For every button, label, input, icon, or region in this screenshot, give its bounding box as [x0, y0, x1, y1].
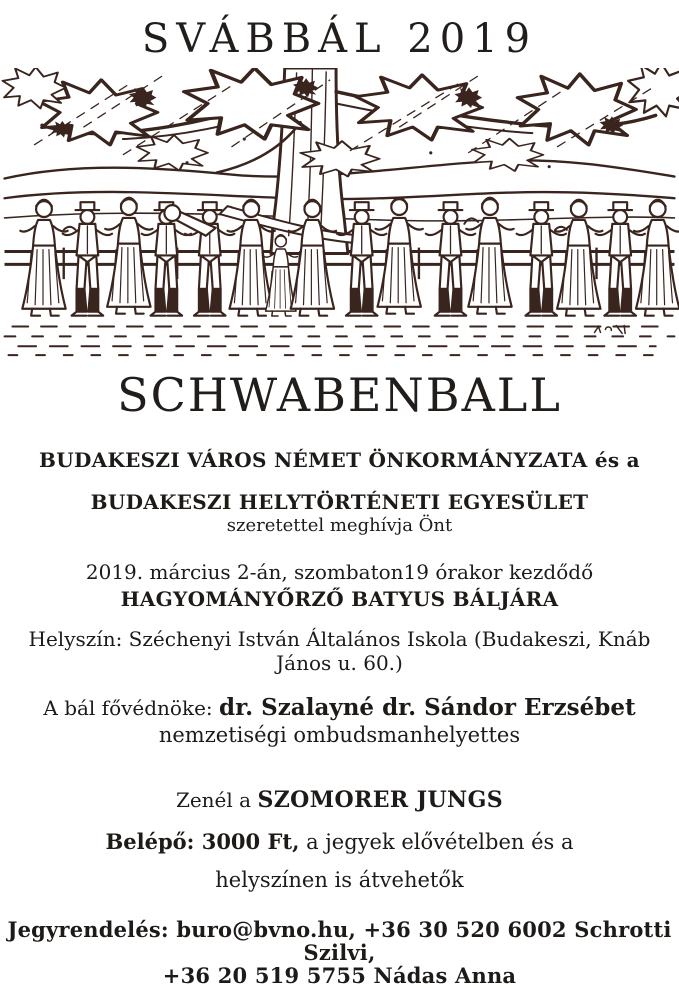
invitation-line: szeretettel meghívja Önt — [226, 515, 453, 536]
ordering-info — [0, 918, 679, 987]
band-name: SZOMORER JUNGS — [257, 787, 504, 813]
event-location: Helyszín: Széchenyi István Általános Iskola (Budakeszi, Knáb János u. 60.) — [28, 627, 651, 675]
poster-title: SVÁBBÁL 2019 — [141, 16, 538, 62]
folk-dance-drawing — [0, 68, 679, 364]
event-date-line: 2019. március 2-án, szombaton19 órakor kezdődő — [85, 560, 594, 584]
folk-dance-illustration — [0, 68, 679, 364]
patron-line — [0, 694, 679, 721]
event-name: HAGYOMÁNYŐRZŐ BATYUS BÁLJÁRA — [120, 587, 559, 611]
patron-label: A bál fővédnöke: — [43, 696, 213, 720]
ordering-line-2: +36 20 519 5755 Nádas Anna — [162, 963, 517, 988]
ticket-price: Belépő: 3000 Ft, — [105, 829, 300, 854]
organizer-line-2: BUDAKESZI HELYTÖRTÉNETI EGYESÜLET — [90, 490, 589, 514]
organizer-line-1: BUDAKESZI VÁROS NÉMET ÖNKORMÁNYZATA és a — [39, 448, 640, 472]
patron-name: dr. Szalayné dr. Sándor Erzsébet — [219, 694, 636, 721]
ticket-price-rest: a jegyek elővételben és a — [306, 830, 574, 854]
patron-title: nemzetiségi ombudsmanhelyettes — [158, 723, 521, 747]
music-label: Zenél a — [175, 788, 252, 812]
poster-main-heading: SCHWABENBALL — [117, 368, 562, 422]
ticket-price-line — [0, 829, 679, 854]
ordering-line-1: Jegyrendelés: buro@bvno.hu, +36 30 520 6002 Schrotti Szilvi, — [7, 917, 672, 966]
music-line — [0, 787, 679, 813]
ticket-line-2: helyszínen is átvehetők — [215, 868, 464, 892]
